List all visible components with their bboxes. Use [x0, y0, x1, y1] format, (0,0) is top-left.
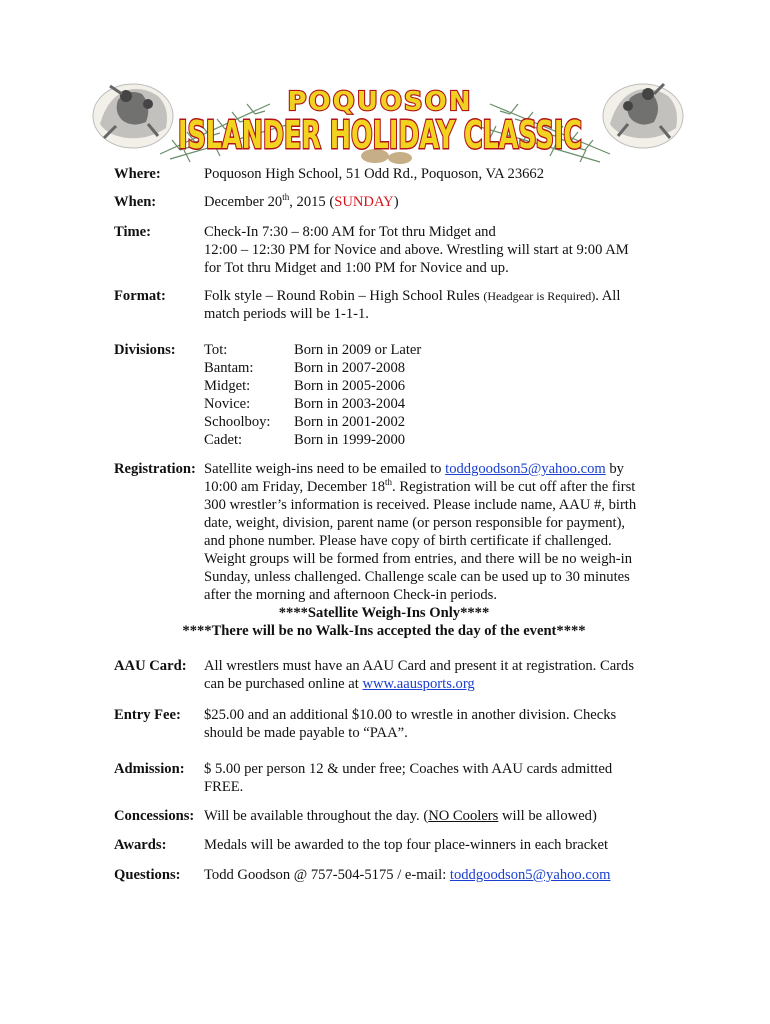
division-born: Born in 2005-2006 [294, 378, 406, 394]
when-date: December 20 [204, 194, 283, 210]
division-born: Born in 2003-2004 [294, 396, 406, 412]
registration-line: date, weight, division, parent name (or person responsible for payment), [204, 515, 626, 531]
when-day: SUNDAY [334, 194, 394, 210]
admission-value [204, 760, 654, 796]
registration-label: Registration: [114, 461, 196, 477]
concessions-text: will be allowed) [498, 808, 597, 824]
format-line [204, 287, 654, 305]
when-value [204, 193, 654, 211]
questions-value [204, 866, 654, 884]
division-born: Born in 2001-2002 [294, 414, 406, 430]
division-name: Schoolboy: [204, 414, 271, 430]
registration-line: and phone number. Please have copy of birth certificate if challenged. [204, 533, 612, 549]
registration-text: Satellite weigh-ins need to be emailed to [204, 461, 446, 477]
header-banner [0, 0, 770, 165]
division-born: Born in 1999-2000 [294, 432, 406, 448]
registration-date-sup: th [385, 477, 393, 487]
event-title-logo [170, 86, 590, 156]
when-date-sup: th [282, 192, 290, 202]
concessions-label: Concessions: [114, 808, 195, 824]
aau-line: All wrestlers must have an AAU Card and present it at registration. Cards [204, 658, 635, 674]
format-value [204, 287, 654, 323]
walkin-notice: ****There will be no Walk-Ins accepted the day of the event**** [182, 623, 586, 639]
time-line: for Tot thru Midget and 1:00 PM for Novice and up. [204, 260, 509, 276]
registration-line: Weight groups will be formed from entries, and there will be no weigh-in [204, 551, 633, 567]
title-main-text: ISLANDER HOLIDAY CLASSIC [178, 113, 582, 157]
division-name: Novice: [204, 396, 251, 412]
format-text-end: . All [595, 288, 621, 304]
registration-email-link[interactable]: toddgoodson5@yahoo.com [445, 461, 606, 477]
when-year: , 2015 ( [289, 194, 335, 210]
headgear-note: (Headgear is Required) [483, 289, 596, 303]
registration-line: after the morning and afternoon Check-in periods. [204, 587, 497, 603]
format-line: match periods will be 1-1-1. [204, 306, 369, 322]
admission-line: $ 5.00 per person 12 & under free; Coaches with AAU cards admitted [204, 761, 613, 777]
where-label: Where: [114, 166, 161, 182]
registration-line: Sunday, unless challenged. Challenge scale can be used up to 30 minutes [204, 569, 630, 585]
awards-label: Awards: [114, 837, 167, 853]
title-top-text: POQUOSON [287, 87, 473, 117]
registration-value [204, 460, 654, 604]
aau-website-link[interactable]: www.aausports.org [362, 676, 475, 692]
admission-label: Admission: [114, 761, 185, 777]
registration-line: 300 wrestler’s information is received. Please include name, AAU #, birth [204, 497, 637, 513]
admission-line: FREE. [204, 779, 244, 795]
division-name: Cadet: [204, 432, 243, 448]
where-value: Poquoson High School, 51 Odd Rd., Poquoson, VA 23662 [204, 166, 545, 182]
registration-text: . Registration will be cut off after the first [392, 479, 636, 495]
division-born: Born in 2007-2008 [294, 360, 406, 376]
no-coolers-text: NO Coolers [428, 808, 499, 824]
aau-value [204, 657, 654, 693]
when-label: When: [114, 194, 157, 210]
concessions-value [204, 807, 654, 825]
division-name: Tot: [204, 342, 228, 358]
aau-text: can be purchased online at [204, 676, 363, 692]
time-label: Time: [114, 224, 152, 240]
when-close: ) [393, 194, 399, 210]
satellite-notice: ****Satellite Weigh-Ins Only**** [278, 605, 490, 621]
questions-label: Questions: [114, 867, 181, 883]
registration-line [204, 478, 654, 496]
entry-fee-value [204, 706, 654, 742]
division-born: Born in 2009 or Later [294, 342, 422, 358]
concessions-text: Will be available throughout the day. ( [204, 808, 429, 824]
time-value [204, 223, 654, 277]
format-text: Folk style – Round Robin – High School Rules [204, 288, 484, 304]
division-name: Bantam: [204, 360, 254, 376]
registration-text: 10:00 am Friday, December 18 [204, 479, 386, 495]
questions-text: Todd Goodson @ 757-504-5175 / e-mail: [204, 867, 450, 883]
entry-fee-label: Entry Fee: [114, 707, 181, 723]
entry-fee-line: $25.00 and an additional $10.00 to wrestle in another division. Checks [204, 707, 617, 723]
format-label: Format: [114, 288, 166, 304]
entry-fee-line: should be made payable to “PAA”. [204, 725, 408, 741]
aau-line [204, 675, 654, 693]
time-line: Check-In 7:30 – 8:00 AM for Tot thru Midget and [204, 224, 496, 240]
time-line: 12:00 – 12:30 PM for Novice and above. Wrestling will start at 9:00 AM [204, 242, 629, 258]
registration-line [204, 460, 654, 478]
divisions-label: Divisions: [114, 342, 176, 358]
contact-email-link[interactable]: toddgoodson5@yahoo.com [449, 867, 611, 883]
awards-value: Medals will be awarded to the top four place-winners in each bracket [204, 837, 609, 853]
division-name: Midget: [204, 378, 251, 394]
registration-text: by [605, 461, 624, 477]
aau-label: AAU Card: [114, 658, 187, 674]
